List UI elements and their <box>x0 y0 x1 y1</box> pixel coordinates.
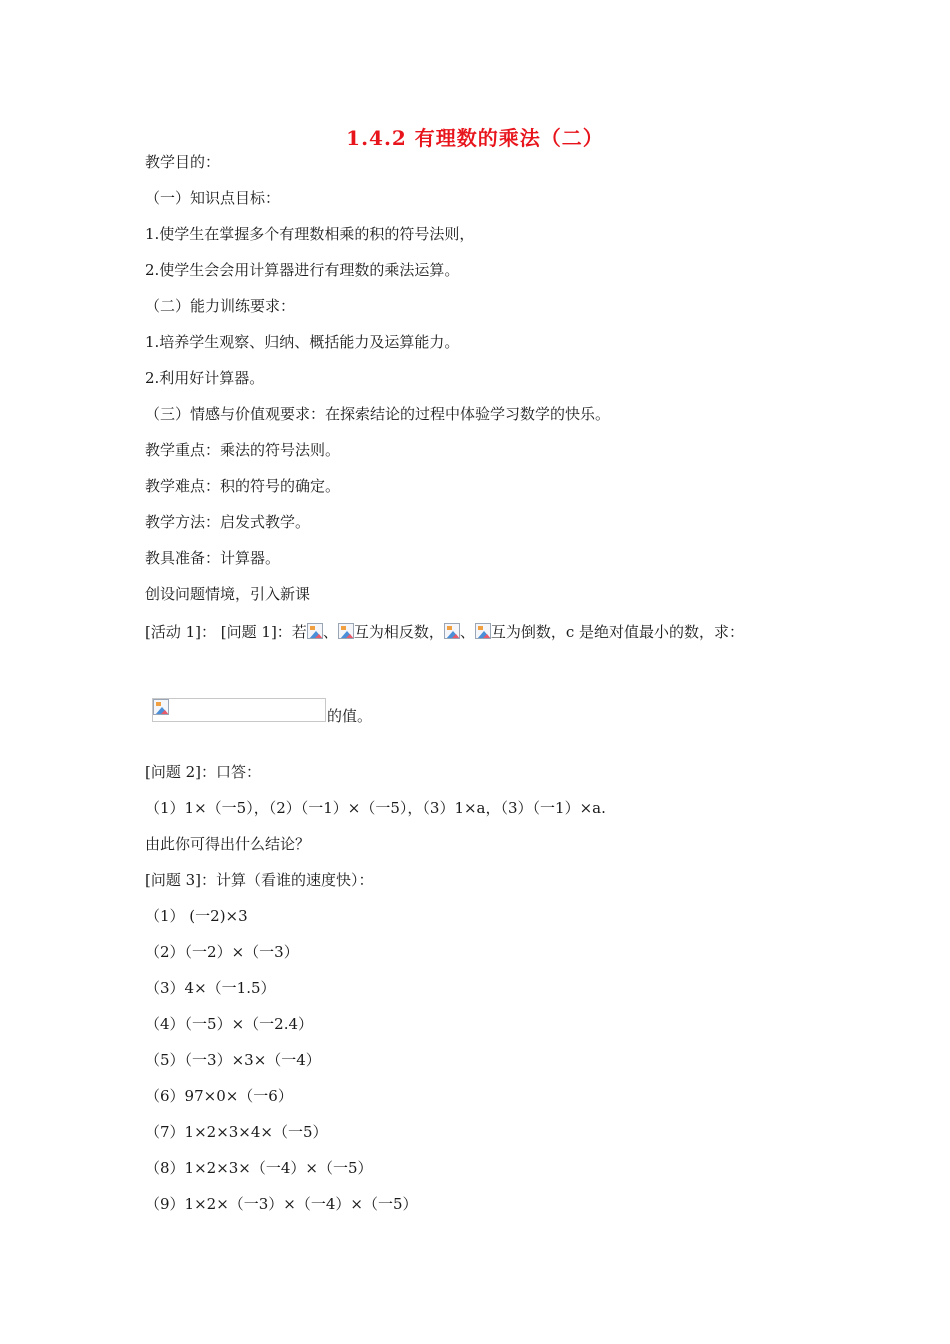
broken-image-icon <box>307 623 323 639</box>
text-line: （4）（一5）×（一2.4） <box>145 1015 314 1033</box>
text-line: （二）能力训练要求： <box>145 297 296 315</box>
text-line: （6）97×0×（一6） <box>145 1087 293 1105</box>
text-line: （一）知识点目标： <box>145 189 281 207</box>
activity-suffix: 互为倒数，c 是绝对值最小的数，求： <box>490 623 745 641</box>
text-line: （1）1×（一5），（2）（一1）×（一5），（3）1×a，（3）（一1）×a. <box>145 799 606 817</box>
text-line: 1.培养学生观察、归纳、概括能力及运算能力。 <box>145 333 460 351</box>
activity-line <box>145 622 744 642</box>
text-line: 教学重点：乘法的符号法则。 <box>145 441 341 459</box>
activity-prefix: [活动 1]： [问题 1]：若 <box>145 623 307 641</box>
text-line: （三）情感与价值观要求：在探索结论的过程中体验学习数学的快乐。 <box>145 405 611 423</box>
text-line: [问题 2]：口答： <box>145 763 262 781</box>
text-line: （3）4×（一1.5） <box>145 979 276 997</box>
broken-image-icon <box>153 699 169 715</box>
separator: 、 <box>322 623 338 641</box>
page-title: 1.4.2 有理数的乘法（二） <box>346 126 604 150</box>
text-line: 2.利用好计算器。 <box>145 369 265 387</box>
text-line: 教具准备：计算器。 <box>145 549 281 567</box>
separator: 、 <box>459 623 475 641</box>
text-line: 创设问题情境，引入新课 <box>145 585 311 603</box>
text-line: （9）1×2×（一3）×（一4）×（一5） <box>145 1195 418 1213</box>
activity-mid: 互为相反数， <box>353 623 444 641</box>
text-line: 教学目的： <box>145 153 221 171</box>
text-line: 教学难点：积的符号的确定。 <box>145 477 341 495</box>
text-line: （2）（一2）×（一3） <box>145 943 299 961</box>
text-line: 2.使学生会会用计算器进行有理数的乘法运算。 <box>145 261 460 279</box>
broken-image-icon <box>338 623 354 639</box>
text-line: （7）1×2×3×4×（一5） <box>145 1123 328 1141</box>
text-line: [问题 3]：计算（看谁的速度快）： <box>145 871 374 889</box>
text-line: （8）1×2×3×（一4）×（一5） <box>145 1159 373 1177</box>
broken-image-icon <box>475 623 491 639</box>
text-line: （1） (一2)×3 <box>145 907 248 925</box>
broken-image-icon <box>444 623 460 639</box>
formula-image <box>152 698 326 722</box>
text-line: 教学方法：启发式教学。 <box>145 513 311 531</box>
text-line: 1.使学生在掌握多个有理数相乘的积的符号法则， <box>145 225 475 243</box>
text-line: 由此你可得出什么结论？ <box>145 835 311 853</box>
text-line: （5）（一3）×3×（一4） <box>145 1051 321 1069</box>
value-suffix: 的值。 <box>327 707 373 725</box>
